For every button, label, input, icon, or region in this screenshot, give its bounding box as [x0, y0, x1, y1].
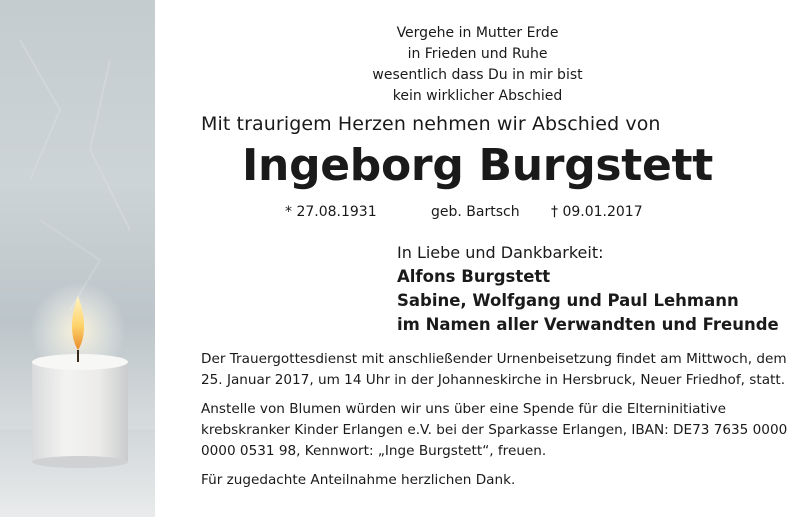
candle-body [32, 362, 128, 462]
mourner-line: Sabine, Wolfgang und Paul Lehmann [397, 291, 739, 310]
poem-line: kein wirklicher Abschied [392, 88, 563, 104]
thanks-notice: Für zugedachte Anteilnahme herzlichen Dank. [201, 472, 516, 488]
poem-line: wesentlich dass Du in mir bist [372, 67, 583, 83]
candle-illustration [0, 0, 155, 517]
poem-line: Vergehe in Mutter Erde [396, 25, 559, 41]
service-notice: Der Trauergottesdienst mit anschließender Urnenbeisetzung findet am Mittwoch, dem 25. Januar 2017, um 14 Uhr in der Johanneskirche in Hersbruck, Neuer Friedhof, statt. [201, 351, 787, 388]
deceased-name: Ingeborg Burgstett [241, 140, 714, 191]
obituary-content [155, 0, 800, 517]
farewell-intro: Mit traurigem Herzen nehmen wir Abschied von [201, 113, 661, 135]
candle-photo [0, 0, 155, 517]
mourner-line: im Namen aller Verwandten und Freunde [397, 315, 779, 334]
death-date: † 09.01.2017 [551, 204, 643, 220]
birth-date: * 27.08.1931 [285, 204, 377, 220]
mourner-line: Alfons Burgstett [397, 267, 551, 286]
poem-line: in Frieden und Ruhe [407, 46, 548, 62]
mourners [397, 241, 779, 337]
maiden-name: geb. Bartsch [431, 204, 520, 220]
mourners-lead: In Liebe und Dankbarkeit: [397, 243, 604, 262]
donation-notice: Anstelle von Blumen würden wir uns über eine Spende für die Elterninitiative krebskranker Kinder Erlangen e.V. bei der Sparkasse Erlangen, IBAN: DE73 7635 0000 0000 0531 98, Kennwort: „Inge Burgstett“, freuen. [201, 401, 788, 459]
poem [155, 23, 800, 107]
notes [201, 349, 793, 491]
